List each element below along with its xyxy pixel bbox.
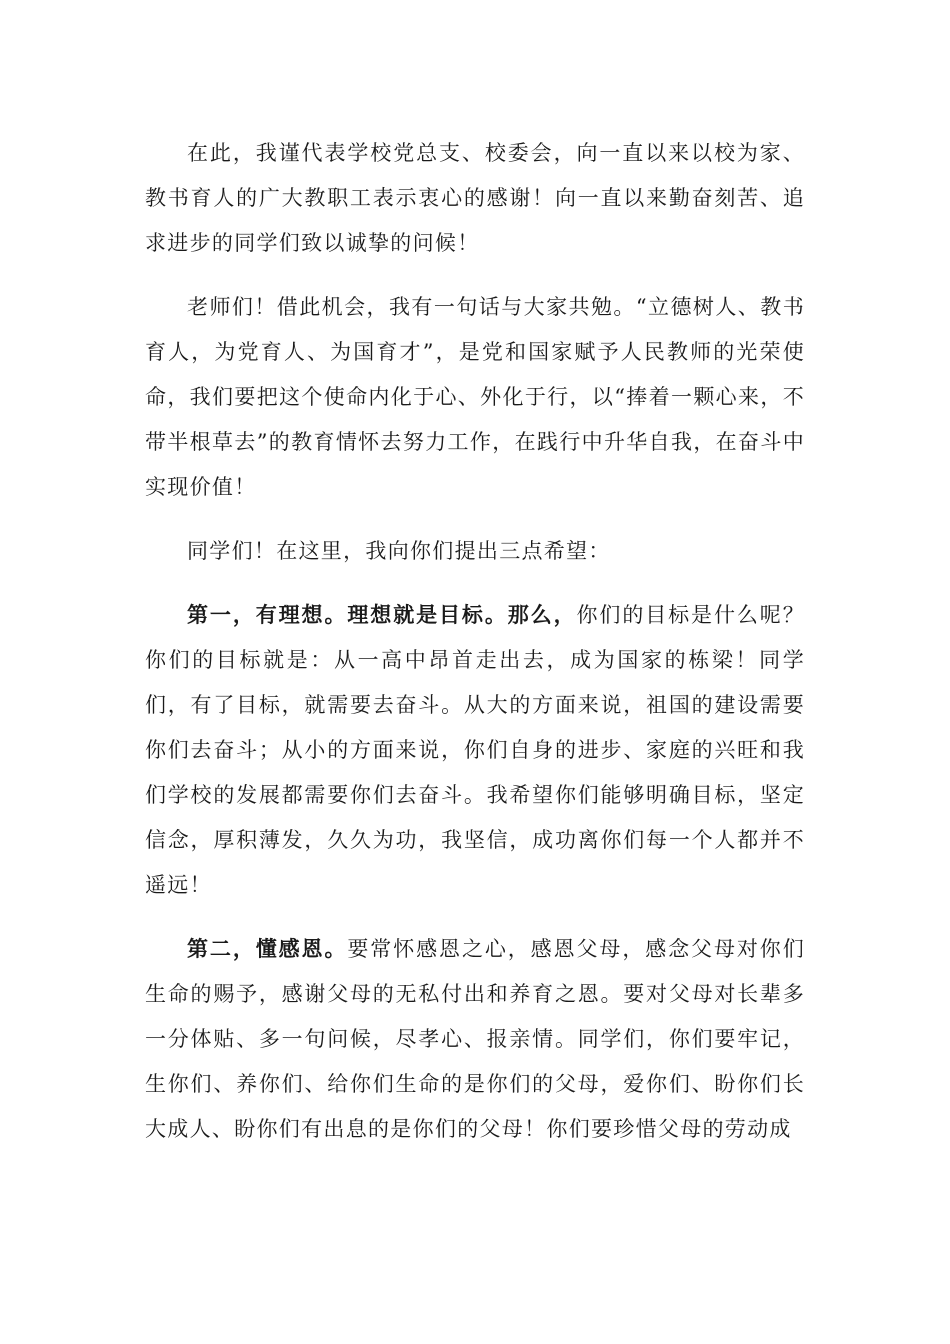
paragraph-hope-1 (145, 592, 805, 908)
document-page (145, 130, 805, 1170)
paragraph-text: 同学们！在这里，我向你们提出三点希望： (187, 539, 611, 563)
paragraph-text: 你们的目标是什么呢？你们的目标就是：从一高中昂首走出去，成为国家的栋梁！同学们，有了目标，就需要去奋斗。从大的方面来说，祖国的建设需要你们去奋斗；从小的方面来说，你们自身的进步、家庭的兴旺和我们学校的发展都需要你们去奋斗。我希望你们能够明确目标，坚定信念，厚积薄发，久久为功，我坚信，成功离你们每一个人都并不遥远！ (145, 603, 805, 897)
paragraph-text: 老师们！借此机会，我有一句话与大家共勉。“立德树人、教书育人，为党育人、为国育才”，是党和国家赋予人民教师的光荣使命，我们要把这个使命内化于心、外化于行，以“捧着一颗心来，不带半根草去”的教育情怀去努力工作，在践行中升华自我，在奋斗中实现价值！ (145, 295, 805, 499)
paragraph-text: 在此，我谨代表学校党总支、校委会，向一直以来以校为家、教书育人的广大教职工表示衷心的感谢！向一直以来勤奋刻苦、追求进步的同学们致以诚挚的问候！ (145, 141, 805, 255)
paragraph-students-intro (145, 528, 805, 574)
paragraph-thanks (145, 130, 805, 266)
paragraph-lead: 第一，有理想。理想就是目标。那么， (187, 602, 577, 627)
paragraph-teachers (145, 284, 805, 510)
paragraph-lead: 第二，懂感恩。 (187, 936, 348, 961)
paragraph-hope-2 (145, 926, 805, 1152)
paragraph-text: 要常怀感恩之心，感恩父母，感念父母对你们生命的赐予，感谢父母的无私付出和养育之恩。要对父母对长辈多一分体贴、多一句问候，尽孝心、报亲情。同学们，你们要牢记，生你们、养你们、给你们生命的是你们的父母，爱你们、盼你们长大成人、盼你们有出息的是你们的父母！你们要珍惜父母的劳动成 (145, 937, 806, 1141)
